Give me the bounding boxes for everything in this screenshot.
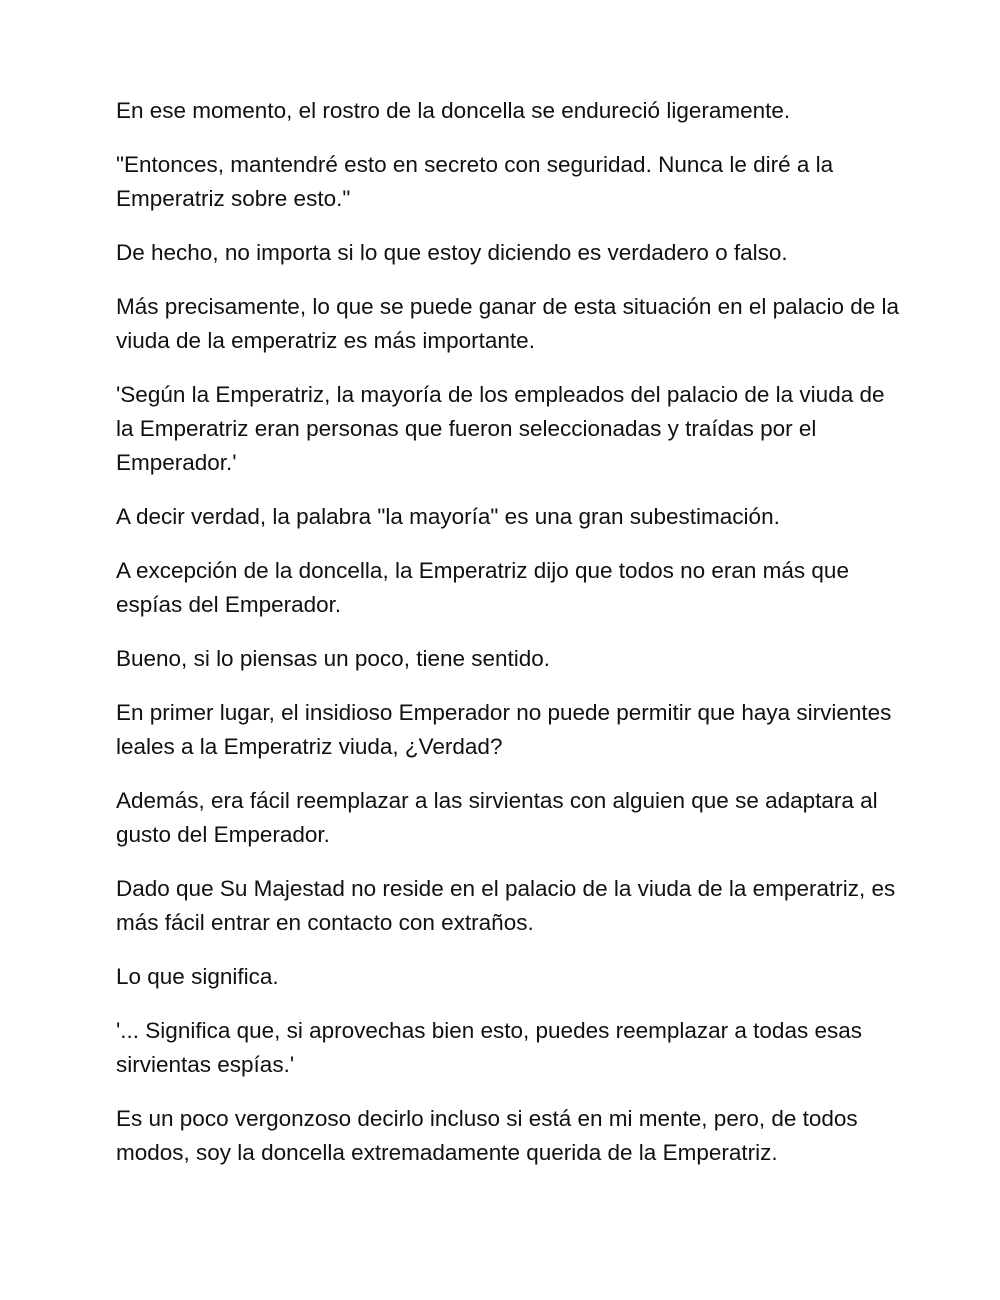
paragraph: De hecho, no importa si lo que estoy diciendo es verdadero o falso. bbox=[116, 240, 788, 265]
paragraph: Es un poco vergonzoso decirlo incluso si está en mi mente, pero, de todos modos, soy la doncella extremadamente querida de la Emperatriz. bbox=[116, 1106, 858, 1165]
paragraph: Lo que significa. bbox=[116, 964, 279, 989]
paragraph: A decir verdad, la palabra "la mayoría" es una gran subestimación. bbox=[116, 504, 780, 529]
paragraph: Dado que Su Majestad no reside en el palacio de la viuda de la emperatriz, es más fácil entrar en contacto con extraños. bbox=[116, 876, 896, 935]
paragraph: En ese momento, el rostro de la doncella se endureció ligeramente. bbox=[116, 98, 791, 123]
paragraph: Además, era fácil reemplazar a las sirvientas con alguien que se adaptara al gusto del Emperador. bbox=[116, 788, 878, 847]
paragraph: En primer lugar, el insidioso Emperador no puede permitir que haya sirvientes leales a la Emperatriz viuda, ¿Verdad? bbox=[116, 700, 892, 759]
paragraph: 'Según la Emperatriz, la mayoría de los empleados del palacio de la viuda de la Emperatriz eran personas que fueron seleccionadas y traídas por el Emperador.' bbox=[116, 382, 885, 475]
paragraph: A excepción de la doncella, la Emperatriz dijo que todos no eran más que espías del Emperador. bbox=[116, 558, 849, 617]
paragraph: '... Significa que, si aprovechas bien esto, puedes reemplazar a todas esas sirvientas espías.' bbox=[116, 1018, 862, 1077]
paragraph: Bueno, si lo piensas un poco, tiene sentido. bbox=[116, 646, 551, 671]
paragraph: Más precisamente, lo que se puede ganar de esta situación en el palacio de la viuda de la emperatriz es más importante. bbox=[116, 294, 900, 353]
paragraph: "Entonces, mantendré esto en secreto con seguridad. Nunca le diré a la Emperatriz sobre esto." bbox=[116, 152, 834, 211]
